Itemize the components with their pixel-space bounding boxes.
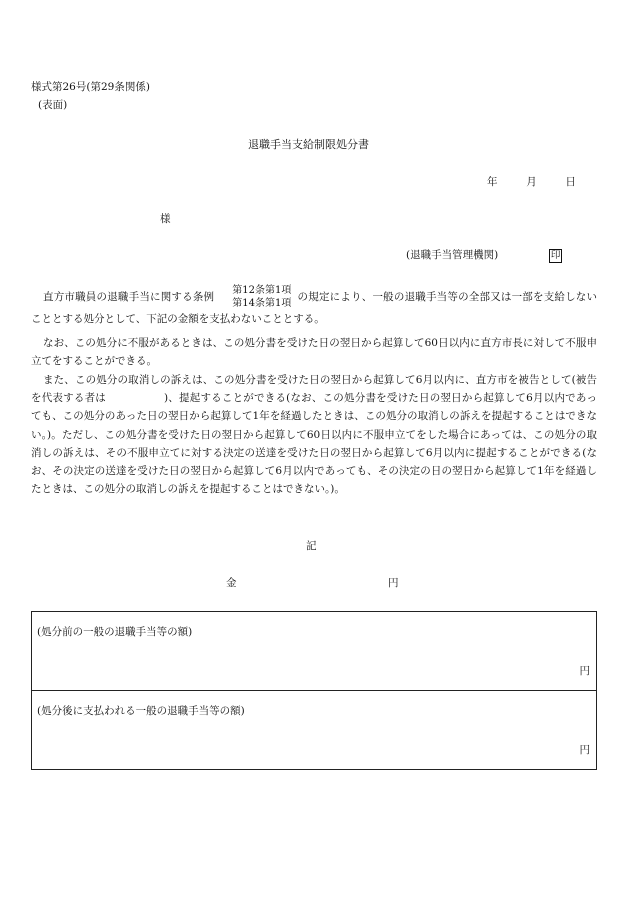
body-paragraph-2: なお、この処分に不服があるときは、この処分書を受けた日の翌日から起算して60日以内に直方市長に対して不服申立てをすることができる。 xyxy=(31,337,597,368)
p3-part-b: )、提起することができる(なお、この処分書を受けた日の翌日から起算して6月以内であっても、この処分のあった日の翌日から起算して1年を経過したときは、この処分の取消しの訴えを提起することはできない。)。ただし、この処分書を受けた日の翌日から起算して60日以内に不服申立てをした場合にあっては、この処分の取消しの訴えは、その不服申立てに対する決定の送達を受けた日の翌日から起算して6月以内に提起することができる(なお、その決定の送達を受けた日の翌日から起算して6月以内であっても、その決定の日の翌日から起算して1年を経過したときは、この処分の取消しの訴えを提起することはできない。)。 xyxy=(31,392,597,496)
p1-prefix: 直方市職員の退職手当に関する条例 xyxy=(43,291,215,303)
issuer-label: (退職手当管理機関) xyxy=(406,249,499,261)
body-paragraph-3 xyxy=(31,371,597,498)
document-title: 退職手当支給制限処分書 xyxy=(248,138,369,151)
before-amount-label: (処分前の一般の退職手当等の額) xyxy=(37,626,193,638)
date-year: 年 xyxy=(487,176,498,188)
amount-table xyxy=(31,611,597,770)
table-row-after xyxy=(32,690,596,769)
issuer-line xyxy=(406,249,562,263)
p1-suffix: の規定により、一般の退職手当等の全部又は一部を支給しないこととする処分として、下記の金額を支払わないこととする。 xyxy=(31,291,598,325)
article-references xyxy=(220,284,291,310)
date-day: 日 xyxy=(565,176,576,188)
p3-part-a: また、この処分の取消しの訴えは、この処分書を受けた日の翌日から起算して6月以内に、直方市を被告として(被告を代表する者は xyxy=(31,374,597,405)
seal-mark: 印 xyxy=(550,250,561,261)
article-1: 第12条第1項 xyxy=(232,285,292,296)
body-paragraph-1 xyxy=(31,284,597,328)
amount-unit: 円 xyxy=(388,577,399,589)
date-line xyxy=(487,177,576,188)
addressee-suffix: 様 xyxy=(160,213,171,225)
table-row-before xyxy=(32,612,596,690)
after-amount-label: (処分後に支払われる一般の退職手当等の額) xyxy=(37,705,245,717)
article-2: 第14条第1項 xyxy=(232,298,292,309)
notes-heading: 記 xyxy=(306,540,317,552)
before-amount-unit: 円 xyxy=(579,665,590,677)
after-amount-unit: 円 xyxy=(579,744,590,756)
date-month: 月 xyxy=(526,176,537,188)
form-side: (表面) xyxy=(38,99,68,111)
form-number: 様式第26号(第29条関係) xyxy=(31,81,150,93)
amount-label: 金 xyxy=(226,577,237,589)
